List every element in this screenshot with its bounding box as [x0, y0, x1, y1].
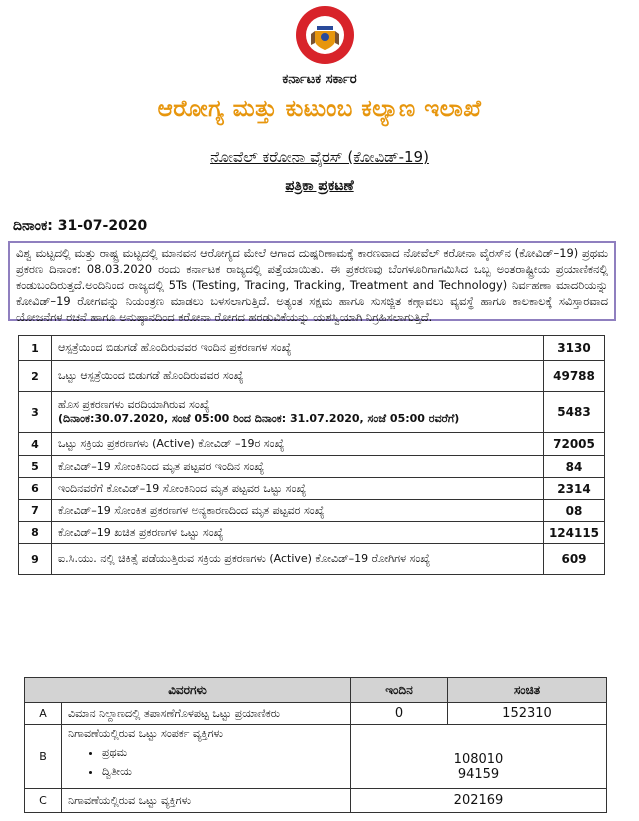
row-today-value: 0: [351, 703, 448, 725]
details-header: ವಿವರಗಳು: [25, 678, 351, 703]
stats-row-number: 6: [19, 478, 52, 500]
stats-row-number: 4: [19, 433, 52, 456]
stats-row-label: ಒಟ್ಟು ಸಕ್ರಿಯ ಪ್ರಕರಣಗಳು (Active) ಕೋವಿಡ್ –19ರ ಸಂಖ್ಯೆ: [58, 437, 285, 450]
stats-row-value: 84: [544, 456, 605, 478]
stats-row: [19, 478, 605, 500]
covid-stats-table: [18, 335, 605, 575]
stats-row-value: 609: [544, 544, 605, 575]
stats-row-label-cell: [52, 361, 544, 392]
surveillance-row-b: [25, 725, 607, 789]
stats-row-label-cell: [52, 478, 544, 500]
stats-row: [19, 456, 605, 478]
contact-values-cell: [351, 725, 607, 789]
row-text: ನಿಗಾವಣೆಯಲ್ಲಿರುವ ಒಟ್ಟು ಸಂಪರ್ಕ ವ್ಯಕ್ತಿಗಳು: [68, 727, 223, 740]
stats-row-label-cell: [52, 392, 544, 433]
stats-row-value: 08: [544, 500, 605, 522]
stats-row-value: 49788: [544, 361, 605, 392]
karnataka-emblem-logo: [295, 4, 355, 68]
stats-row: [19, 544, 605, 575]
department-title: ಆರೋಗ್ಯ ಮತ್ತು ಕುಟುಂಬ ಕಲ್ಯಾಣ ಇಲಾಖೆ: [157, 96, 482, 122]
row-text: ವಿಮಾನ ನಿಲ್ದಾಣದಲ್ಲಿ ತಪಾಸಣೆಗೊಳಪಟ್ಟ ಒಟ್ಟು ಪ್ರಯಾಣಿಕರು: [62, 703, 351, 725]
row-text: ನಿಗಾವಣೆಯಲ್ಲಿರುವ ಒಟ್ಟು ವ್ಯಕ್ತಿಗಳು: [62, 789, 351, 813]
stats-row: [19, 392, 605, 433]
stats-row-label: ಕೋವಿಡ್–19 ಸೋಂಕಿನಿಂದ ಮೃತ ಪಟ್ಟವರ ಇಂದಿನ ಸಂಖ್ಯೆ: [58, 459, 265, 473]
surveillance-row-c: [25, 789, 607, 813]
stats-row-value: 5483: [544, 392, 605, 433]
stats-row-value: 3130: [544, 336, 605, 361]
stats-row-label-cell: [52, 522, 544, 544]
stats-row-value: 2314: [544, 478, 605, 500]
government-name: ಕರ್ನಾಟಕ ಸರ್ಕಾರ: [282, 72, 357, 87]
stats-row: [19, 500, 605, 522]
surveillance-row-a: [25, 703, 607, 725]
intro-paragraph: ವಿಶ್ವ ಮಟ್ಟದಲ್ಲಿ ಮತ್ತು ರಾಷ್ಟ್ರ ಮಟ್ಟದಲ್ಲಿ ಮಾನವನ ಆರೋಗ್ಯದ ಮೇಲೆ ಆಗಾದ ದುಷ್ಪರಿಣಾಮಕ್ಕೆ ಕಾರಣವಾದ ನೋವೆಲ್ ಕರೋನಾ ವೈರಸ್‌ನ (ಕೋವಿಡ್–19) ಪ್ರಥಮ ಪ್ರಕರಣ ದಿನಾಂಕ: 08.03.2020 ರಂದು ಕರ್ನಾಟಕ ರಾಜ್ಯದಲ್ಲಿ ಪತ್ತೆಯಾಯಿತು. ಈ ಪ್ರಕರಣವು ಬೆಂಗಳೂರಿಗಾಗಮಿಸಿದ ಒಬ್ಬ ಅಂತರಾಷ್ಟ್ರೀಯ ಪ್ರಯಾಣಿಕನಲ್ಲಿ ಕಂಡುಬಂದಿರುತ್ತದೆ.ಅಂದಿನಿಂದ ರಾಜ್ಯದಲ್ಲಿ 5Ts (Testing, Tracing, Tracking, Treatment and Technology) ನಿರ್ವಹಣಾ ಮಾದರಿಯನ್ನು ಕೋವಿಡ್–19 ರೋಗವನ್ನು ನಿಯಂತ್ರಣ ಮಾಡಲು ಬಳಸಲಾಗುತ್ತಿದೆ. ಅತ್ಯಂತ ಸಕ್ಷಮ ಹಾಗೂ ಸುಸಜ್ಜಿತ ಕಣ್ಗಾವಲು ವ್ಯವಸ್ಥೆ ಹಾಗೂ ಕಾಲಕಾಲಕ್ಕೆ ಸವಿಸ್ತಾರವಾದ ಯೋಜನೆಗಳ ರಚನೆ ಹಾಗೂ ಅನುಷ್ಠಾನದಿಂದ ಕರೋನಾ ರೋಗದ ಹರಡುವಿಕೆಯನ್ನು ಯಶಸ್ವಿಯಾಗಿ ನಿಗ್ರಹಿಸಲಾಗುತ್ತಿದೆ.: [8, 241, 616, 321]
stats-row-number: 8: [19, 522, 52, 544]
secondary-contacts-value: 94159: [457, 767, 500, 782]
stats-row-label-cell: [52, 433, 544, 456]
row-label: A: [25, 703, 62, 725]
stats-row-label-cell: [52, 544, 544, 575]
stats-row-label: ಐ.ಸಿ.ಯು. ನಲ್ಲಿ ಚಿಕಿತ್ಸೆ ಪಡೆಯುತ್ತಿರುವ ಸಕ್ರಿಯ ಪ್ರಕರಣಗಳು (Active) ಕೋವಿಡ್–19 ರೋಗಿಗಳ ಸಂಖ್ಯೆ: [58, 552, 431, 565]
stats-row-label: ಕೋವಿಡ್–19 ಖಚಿತ ಪ್ರಕರಣಗಳ ಒಟ್ಟು ಸಂಖ್ಯೆ: [58, 525, 224, 539]
press-release-label: ಪತ್ರಿಕಾ ಪ್ರಕಟಣೆ: [285, 178, 354, 194]
cumulative-header: ಸಂಚಿತ: [448, 678, 607, 703]
row-label: C: [25, 789, 62, 813]
stats-row-number: 7: [19, 500, 52, 522]
stats-row: [19, 361, 605, 392]
stats-row-number: 9: [19, 544, 52, 575]
primary-contacts-value: 108010: [453, 752, 504, 767]
stats-row-value: 72005: [544, 433, 605, 456]
row-cumulative-value: 152310: [448, 703, 607, 725]
surveillance-header-row: [25, 678, 607, 703]
press-subtitle: ನೋವೆಲ್ ಕರೋನಾ ವೈರಸ್ (ಕೋವಿಡ್-19): [210, 148, 429, 166]
stats-row-label-cell: [52, 500, 544, 522]
release-date: ದಿನಾಂಕ: 31-07-2020: [13, 218, 148, 234]
stats-row: [19, 336, 605, 361]
stats-row-number: 3: [19, 392, 52, 433]
stats-row: [19, 433, 605, 456]
stats-row-label: ಆಸ್ಪತ್ರೆಯಿಂದ ಬಿಡುಗಡೆ ಹೊಂದಿರುವವರ ಇಂದಿನ ಪ್ರಕರಣಗಳ ಸಂಖ್ಯೆ: [58, 341, 292, 354]
surveillance-table: [24, 677, 607, 813]
stats-row-label-cell: [52, 336, 544, 361]
stats-row-number: 5: [19, 456, 52, 478]
row-label: B: [25, 725, 62, 789]
stats-row-label: ಇಂದಿನವರೆಗೆ ಕೋವಿಡ್–19 ಸೋಂಕಿನಿಂದ ಮೃತ ಪಟ್ಟವರ ಒಟ್ಟು ಸಂಖ್ಯೆ: [58, 481, 307, 495]
row-cumulative-value: 202169: [351, 789, 607, 813]
stats-row: [19, 522, 605, 544]
stats-row-label: ಹೊಸ ಪ್ರಕರಣಗಳು ವರದಿಯಾಗಿರುವ ಸಂಖ್ಯೆ: [58, 398, 210, 411]
stats-row-number: 1: [19, 336, 52, 361]
contact-type-list: [68, 746, 344, 779]
stats-row-number: 2: [19, 361, 52, 392]
today-header: ಇಂದಿನ: [351, 678, 448, 703]
stats-row-sublabel: (ದಿನಾಂಕ:30.07.2020, ಸಂಜೆ 05:00 ರಿಂದ ದಿನಾಂಕ: 31.07.2020, ಸಂಜೆ 05:00 ರವರೆಗೆ): [58, 412, 460, 425]
secondary-contacts-item: • ದ್ವಿತೀಯ: [102, 765, 344, 779]
stats-row-label: ಒಟ್ಟು ಆಸ್ಪತ್ರೆಯಿಂದ ಬಿಡುಗಡೆ ಹೊಂದಿರುವವರ ಸಂಖ್ಯೆ: [58, 369, 244, 382]
row-text-cell: [62, 725, 351, 789]
stats-row-value: 124115: [544, 522, 605, 544]
primary-contacts-item: • ಪ್ರಥಮ: [102, 746, 344, 760]
stats-row-label: ಕೋವಿಡ್–19 ಸೋಂಕಿತ ಪ್ರಕರಣಗಳ ಅನ್ಯಕಾರಣದಿಂದ ಮೃತ ಪಟ್ಟವರ ಸಂಖ್ಯೆ: [58, 503, 325, 517]
stats-row-label-cell: [52, 456, 544, 478]
